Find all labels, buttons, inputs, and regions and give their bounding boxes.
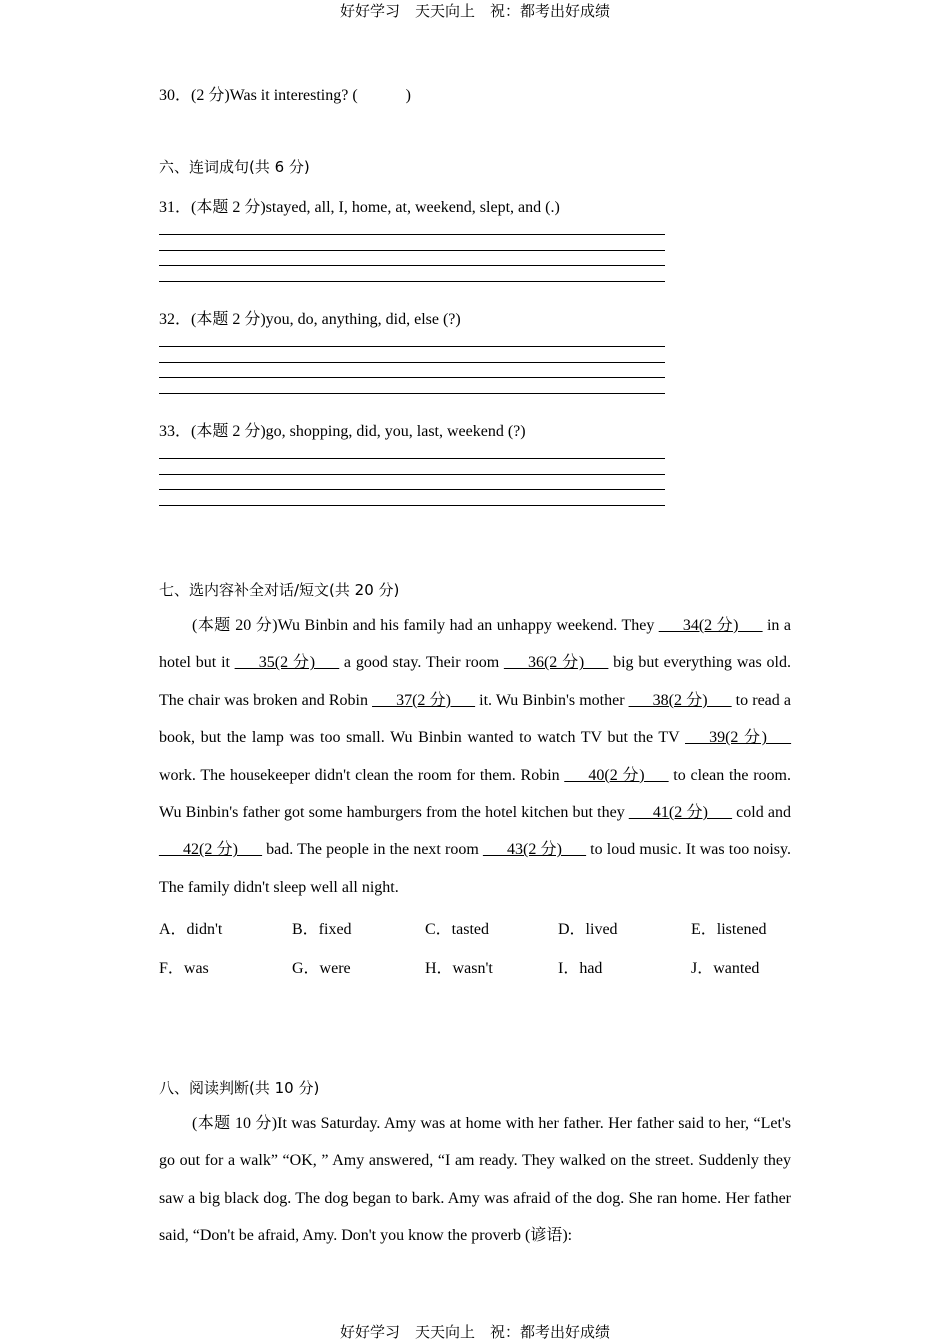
blank-43[interactable]: ___43(2 分)___: [482, 841, 586, 859]
section-7-title: 七、选内容补全对话/短文(共 20 分): [159, 581, 400, 599]
option-list: [159, 916, 824, 978]
cloze-passage: (本题 20 分)Wu Binbin and his family had an unhappy weekend. They ___34(2 分)___ in a hotel but it ___35(2 分)___ a good stay. Their room ___36(2 分)___ big but everything was old. The chair was broken and Robin ___37(2 分)___ it. Wu Binbin's mother ___38(2 分)___ to read a book, but the lamp was too small. Wu Binbin wanted to watch TV but the TV ___39(2 分)___ work. The housekeeper didn't clean the room for them. Robin ___40(2 分)___ to clean the room. Wu Binbin's father got some hamburgers from the hotel kitchen but they ___41(2 分)___ cold and ___42(2 分)___ bad. The people in the next room ___43(2 分)___ to loud music. It was too noisy. The family didn't sleep well all night.: [159, 617, 792, 896]
question-30: 30．(2 分)Was it interesting? ( ): [159, 87, 411, 104]
question-31: 31．(本题 2 分)stayed, all, I, home, at, weekend, slept, and (.): [159, 199, 560, 216]
page-footer: 好好学习 天天向上 祝：都考出好成绩: [339, 1323, 610, 1341]
answer-line: [159, 346, 665, 347]
answer-line: [159, 362, 665, 363]
blank-41[interactable]: ___41(2 分)___: [628, 804, 732, 822]
section-6-title: 六、连词成句(共 6 分): [159, 158, 310, 176]
section-8-title: 八、阅读判断(共 10 分): [159, 1079, 320, 1097]
option-g: G．were: [292, 960, 351, 977]
answer-line: [159, 474, 665, 475]
question-32: 32．(本题 2 分)you, do, anything, did, else (?): [159, 311, 461, 328]
option-f: F．was: [159, 960, 209, 977]
option-a: A．didn't: [159, 921, 223, 938]
reading-passage: (本题 10 分)It was Saturday. Amy was at home with her father. Her father said to her, “Let's go out for a walk” “OK, ” Amy answered, “I am ready. They walked on the street. Suddenly they saw a big black dog. The dog began to bark. Amy was afraid of the dog. She ran home. Her father said, “Don't be afraid, Amy. Don't you know the proverb (谚语):: [159, 1115, 791, 1245]
blank-36[interactable]: ___36(2 分)___: [503, 654, 609, 672]
blank-34[interactable]: ___34(2 分)___: [658, 617, 763, 634]
option-h: H．wasn't: [425, 960, 493, 977]
option-b: B．fixed: [292, 921, 352, 938]
answer-line: [159, 281, 665, 282]
blank-39[interactable]: ___39(2 分)___: [685, 729, 791, 747]
option-e: E．listened: [691, 921, 767, 938]
answer-line: [159, 489, 665, 490]
blank-38[interactable]: ___38(2 分)___: [628, 691, 732, 709]
blank-37[interactable]: ___37(2 分)___: [372, 691, 475, 709]
question-33: 33．(本题 2 分)go, shopping, did, you, last, weekend (?): [159, 423, 526, 440]
answer-line: [159, 458, 665, 459]
option-c: C．tasted: [425, 921, 489, 938]
answer-line: [159, 377, 665, 378]
answer-line: [159, 234, 665, 235]
blank-40[interactable]: ___40(2 分)___: [564, 766, 669, 784]
option-i: I．had: [558, 960, 603, 977]
page-header: 好好学习 天天向上 祝：都考出好成绩: [339, 2, 610, 20]
answer-line: [159, 393, 665, 394]
answer-line: [159, 505, 665, 506]
blank-35[interactable]: ___35(2 分)___: [234, 654, 340, 672]
option-j: J．wanted: [691, 960, 760, 977]
blank-42[interactable]: ___42(2 分)___: [159, 841, 262, 859]
answer-line: [159, 250, 665, 251]
option-d: D．lived: [558, 921, 618, 938]
answer-line: [159, 265, 665, 266]
